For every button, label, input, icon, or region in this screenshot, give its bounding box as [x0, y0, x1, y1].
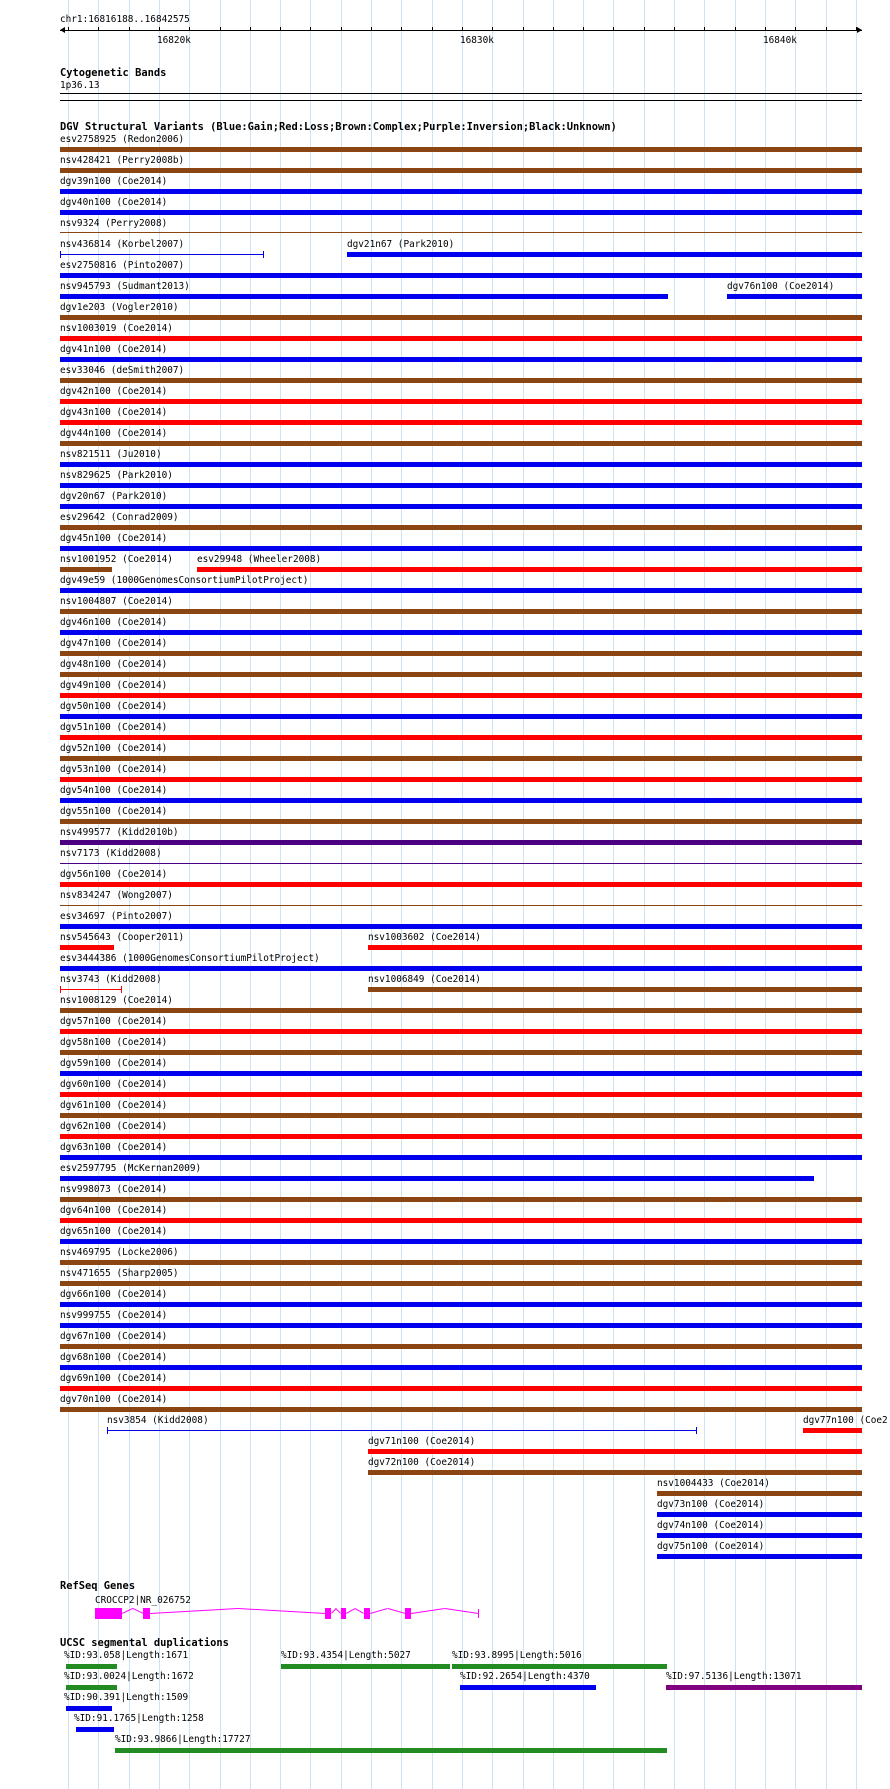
variant-label[interactable]: dgv42n100 (Coe2014): [60, 386, 168, 397]
variant-bar[interactable]: [60, 504, 862, 509]
segdup-label[interactable]: %ID:90.391|Length:1509: [64, 1692, 189, 1703]
grid-line: [220, 0, 221, 1789]
variant-bar[interactable]: [60, 1218, 862, 1223]
segdup-label[interactable]: %ID:93.0024|Length:1672: [64, 1671, 194, 1682]
variant-label[interactable]: dgv52n100 (Coe2014): [60, 743, 168, 754]
variant-bar[interactable]: [197, 567, 862, 572]
variant-label[interactable]: dgv65n100 (Coe2014): [60, 1226, 168, 1237]
gene-intron: [355, 1608, 364, 1614]
variant-bar[interactable]: [60, 798, 862, 803]
gene-intron: [411, 1608, 445, 1614]
variant-bar[interactable]: [60, 1386, 862, 1391]
variant-bar[interactable]: [368, 1470, 862, 1475]
ruler-tick: [189, 27, 190, 31]
cytoband-line-top: [60, 93, 862, 94]
ruler-tick: [583, 27, 584, 31]
segdup-label[interactable]: %ID:97.5136|Length:13071: [666, 1671, 802, 1682]
variant-bar[interactable]: [368, 1449, 862, 1454]
variant-bar[interactable]: [60, 1029, 862, 1034]
variant-label[interactable]: dgv69n100 (Coe2014): [60, 1373, 168, 1384]
gene-intron: [387, 1608, 405, 1614]
ruler-tick: [462, 27, 463, 31]
ruler-tick: [159, 27, 160, 31]
variant-bar[interactable]: [60, 693, 862, 698]
variant-label[interactable]: dgv59n100 (Coe2014): [60, 1058, 168, 1069]
variant-bar[interactable]: [347, 252, 862, 257]
variant-label[interactable]: dgv46n100 (Coe2014): [60, 617, 168, 628]
gene-exon[interactable]: [325, 1608, 331, 1619]
variant-bar[interactable]: [60, 588, 862, 593]
segdup-label[interactable]: %ID:93.058|Length:1671: [64, 1650, 189, 1661]
variant-label[interactable]: nsv436814 (Korbel2007): [60, 239, 185, 250]
variant-bar[interactable]: [60, 525, 862, 530]
variant-bar[interactable]: [60, 840, 862, 845]
variant-start-cap: [60, 251, 61, 258]
grid-line: [644, 0, 645, 1789]
gene-intron: [122, 1608, 133, 1614]
variant-label[interactable]: dgv62n100 (Coe2014): [60, 1121, 168, 1132]
variant-label[interactable]: dgv21n67 (Park2010): [347, 239, 455, 250]
variant-label[interactable]: nsv1008129 (Coe2014): [60, 995, 173, 1006]
variant-bar[interactable]: [60, 1134, 862, 1139]
variant-label[interactable]: esv33046 (deSmith2007): [60, 365, 185, 376]
variant-bar[interactable]: [60, 1092, 862, 1097]
variant-bar[interactable]: [60, 189, 862, 194]
variant-bar[interactable]: [60, 1407, 862, 1412]
variant-label[interactable]: nsv7173 (Kidd2008): [60, 848, 162, 859]
variant-bar[interactable]: [60, 1281, 862, 1286]
variant-label[interactable]: dgv68n100 (Coe2014): [60, 1352, 168, 1363]
segdup-label[interactable]: %ID:93.4354|Length:5027: [281, 1650, 411, 1661]
gene-exon[interactable]: [341, 1608, 346, 1619]
variant-bar[interactable]: [60, 147, 862, 152]
variant-bar[interactable]: [60, 1176, 814, 1181]
segdup-label[interactable]: %ID:91.1765|Length:1258: [74, 1713, 204, 1724]
variant-bar[interactable]: [60, 1302, 862, 1307]
variant-bar[interactable]: [60, 168, 862, 173]
variant-label[interactable]: dgv77n100 (Coe2: [803, 1415, 888, 1426]
gene-intron: [370, 1608, 388, 1614]
variant-label[interactable]: esv2750816 (Pinto2007): [60, 260, 185, 271]
variant-line[interactable]: [60, 232, 862, 233]
variant-label[interactable]: nsv428421 (Perry2008b): [60, 155, 185, 166]
variant-bar[interactable]: [60, 1323, 862, 1328]
variant-bar[interactable]: [60, 378, 862, 383]
variant-bar[interactable]: [803, 1428, 862, 1433]
variant-label[interactable]: esv34697 (Pinto2007): [60, 911, 173, 922]
variant-label[interactable]: dgv60n100 (Coe2014): [60, 1079, 168, 1090]
ruler-tick: [68, 27, 69, 31]
variant-label[interactable]: dgv57n100 (Coe2014): [60, 1016, 168, 1027]
variant-label[interactable]: nsv545643 (Cooper2011): [60, 932, 185, 943]
variant-bar[interactable]: [60, 882, 862, 887]
variant-label[interactable]: dgv55n100 (Coe2014): [60, 806, 168, 817]
variant-label[interactable]: nsv1003019 (Coe2014): [60, 323, 173, 334]
variant-label[interactable]: dgv73n100 (Coe2014): [657, 1499, 765, 1510]
variant-label[interactable]: dgv50n100 (Coe2014): [60, 701, 168, 712]
variant-label[interactable]: esv29642 (Conrad2009): [60, 512, 179, 523]
variant-line[interactable]: [60, 863, 862, 864]
cytoband-title: Cytogenetic Bands: [60, 67, 167, 79]
variant-bar[interactable]: [60, 1155, 862, 1160]
cytoband-line-bottom: [60, 100, 862, 101]
grid-line: [826, 0, 827, 1789]
variant-bar[interactable]: [60, 735, 862, 740]
variant-bar[interactable]: [60, 1113, 862, 1118]
variant-bar[interactable]: [727, 294, 862, 299]
segdup-bar[interactable]: [66, 1685, 117, 1690]
variant-bar[interactable]: [60, 420, 862, 425]
ruler-tick: [613, 27, 614, 31]
variant-label[interactable]: nsv945793 (Sudmant2013): [60, 281, 190, 292]
variant-bar[interactable]: [60, 441, 862, 446]
ruler-label-16830k: 16830k: [460, 35, 494, 46]
variant-bar[interactable]: [60, 294, 668, 299]
variant-label[interactable]: dgv40n100 (Coe2014): [60, 197, 168, 208]
dgv-title: DGV Structural Variants (Blue:Gain;Red:Loss;Brown:Complex;Purple:Inversion;Black:Unknown): [60, 121, 617, 133]
variant-start-cap: [60, 986, 61, 993]
gene-exon[interactable]: [95, 1608, 122, 1619]
segdup-title: UCSC segmental duplications: [60, 1637, 229, 1649]
grid-line: [401, 0, 402, 1789]
grid-line: [189, 0, 190, 1789]
variant-label[interactable]: nsv999755 (Coe2014): [60, 1310, 168, 1321]
segdup-bar[interactable]: [460, 1685, 596, 1690]
variant-label[interactable]: nsv469795 (Locke2006): [60, 1247, 179, 1258]
variant-line[interactable]: [60, 989, 122, 990]
variant-label[interactable]: dgv44n100 (Coe2014): [60, 428, 168, 439]
variant-bar[interactable]: [60, 1197, 862, 1202]
variant-bar[interactable]: [60, 714, 862, 719]
variant-bar[interactable]: [60, 567, 112, 572]
variant-start-cap: [107, 1427, 108, 1434]
variant-label[interactable]: dgv47n100 (Coe2014): [60, 638, 168, 649]
ruler-tick: [371, 27, 372, 31]
variant-line[interactable]: [107, 1430, 697, 1431]
variant-label[interactable]: dgv74n100 (Coe2014): [657, 1520, 765, 1531]
variant-bar[interactable]: [60, 651, 862, 656]
cytoband-label: 1p36.13: [60, 80, 100, 91]
location-label: chr1:16816188..16842575: [60, 14, 190, 25]
variant-label[interactable]: nsv829625 (Park2010): [60, 470, 173, 481]
variant-bar[interactable]: [60, 315, 862, 320]
variant-bar[interactable]: [60, 336, 862, 341]
variant-bar[interactable]: [368, 987, 862, 992]
variant-bar[interactable]: [60, 399, 862, 404]
variant-label[interactable]: nsv1004433 (Coe2014): [657, 1478, 770, 1489]
variant-bar[interactable]: [60, 357, 862, 362]
variant-bar[interactable]: [60, 1239, 862, 1244]
grid-line: [795, 0, 796, 1789]
ruler-tick: [401, 27, 402, 31]
ruler-tick: [765, 27, 766, 31]
variant-bar[interactable]: [60, 1365, 862, 1370]
variant-label[interactable]: dgv58n100 (Coe2014): [60, 1037, 168, 1048]
segdup-bar[interactable]: [452, 1664, 667, 1669]
gene-intron: [150, 1608, 238, 1614]
variant-bar[interactable]: [60, 1344, 862, 1349]
ruler-right-arrow-icon: [857, 27, 862, 33]
segdup-bar[interactable]: [115, 1748, 667, 1753]
variant-label[interactable]: dgv39n100 (Coe2014): [60, 176, 168, 187]
variant-bar[interactable]: [60, 483, 862, 488]
segdup-bar[interactable]: [76, 1727, 114, 1732]
ruler-tick: [674, 27, 675, 31]
ruler-tick: [341, 27, 342, 31]
variant-label[interactable]: esv3444386 (1000GenomesConsortiumPilotProject): [60, 953, 320, 964]
variant-label[interactable]: nsv3854 (Kidd2008): [107, 1415, 209, 1426]
variant-label[interactable]: nsv1006849 (Coe2014): [368, 974, 481, 985]
segdup-label[interactable]: %ID:93.9866|Length:17727: [115, 1734, 251, 1745]
segdup-label[interactable]: %ID:93.8995|Length:5016: [452, 1650, 582, 1661]
ruler-tick: [129, 27, 130, 31]
refseq-title: RefSeq Genes: [60, 1580, 136, 1592]
grid-line: [341, 0, 342, 1789]
grid-line: [462, 0, 463, 1789]
variant-label[interactable]: dgv75n100 (Coe2014): [657, 1541, 765, 1552]
variant-label[interactable]: dgv63n100 (Coe2014): [60, 1142, 168, 1153]
variant-label[interactable]: nsv834247 (Wong2007): [60, 890, 173, 901]
variant-bar[interactable]: [60, 1050, 862, 1055]
variant-label[interactable]: nsv3743 (Kidd2008): [60, 974, 162, 985]
ruler-tick: [98, 27, 99, 31]
variant-label[interactable]: dgv67n100 (Coe2014): [60, 1331, 168, 1342]
grid-line: [280, 0, 281, 1789]
variant-label[interactable]: nsv499577 (Kidd2010b): [60, 827, 179, 838]
variant-bar[interactable]: [60, 819, 862, 824]
variant-bar[interactable]: [60, 945, 114, 950]
gene-intron: [132, 1608, 143, 1614]
variant-bar[interactable]: [60, 777, 862, 782]
variant-label[interactable]: esv2758925 (Redon2006): [60, 134, 185, 145]
variant-label[interactable]: esv2597795 (McKernan2009): [60, 1163, 202, 1174]
variant-label[interactable]: dgv20n67 (Park2010): [60, 491, 168, 502]
variant-line[interactable]: [60, 905, 862, 906]
grid-line: [765, 0, 766, 1789]
grid-line: [613, 0, 614, 1789]
variant-label[interactable]: nsv471655 (Sharp2005): [60, 1268, 179, 1279]
variant-end-cap: [696, 1427, 697, 1434]
ruler-tick: [492, 27, 493, 31]
gene-exon[interactable]: [143, 1608, 150, 1619]
variant-bar[interactable]: [60, 966, 862, 971]
variant-bar[interactable]: [60, 462, 862, 467]
ruler-label-16820k: 16820k: [157, 35, 191, 46]
variant-label[interactable]: dgv41n100 (Coe2014): [60, 344, 168, 355]
variant-label[interactable]: dgv43n100 (Coe2014): [60, 407, 168, 418]
variant-bar[interactable]: [60, 546, 862, 551]
segdup-label[interactable]: %ID:92.2654|Length:4370: [460, 1671, 590, 1682]
variant-label[interactable]: dgv61n100 (Coe2014): [60, 1100, 168, 1111]
variant-bar[interactable]: [60, 210, 862, 215]
variant-label[interactable]: dgv70n100 (Coe2014): [60, 1394, 168, 1405]
variant-label[interactable]: dgv49n100 (Coe2014): [60, 680, 168, 691]
ruler-tick: [644, 27, 645, 31]
grid-line: [856, 0, 857, 1789]
ruler-tick: [826, 27, 827, 31]
variant-label[interactable]: dgv76n100 (Coe2014): [727, 281, 835, 292]
ruler-tick: [856, 27, 857, 31]
variant-bar[interactable]: [657, 1554, 862, 1559]
variant-label[interactable]: dgv53n100 (Coe2014): [60, 764, 168, 775]
ruler-tick: [280, 27, 281, 31]
variant-label[interactable]: nsv1004807 (Coe2014): [60, 596, 173, 607]
variant-label[interactable]: dgv66n100 (Coe2014): [60, 1289, 168, 1300]
variant-end-cap: [121, 986, 122, 993]
grid-line: [250, 0, 251, 1789]
variant-bar[interactable]: [60, 672, 862, 677]
variant-label[interactable]: dgv51n100 (Coe2014): [60, 722, 168, 733]
variant-bar[interactable]: [368, 945, 862, 950]
variant-label[interactable]: dgv72n100 (Coe2014): [368, 1457, 476, 1468]
variant-bar[interactable]: [60, 1008, 862, 1013]
ruler-label-16840k: 16840k: [763, 35, 797, 46]
variant-bar[interactable]: [60, 1071, 862, 1076]
variant-bar[interactable]: [60, 924, 862, 929]
variant-label[interactable]: dgv49e59 (1000GenomesConsortiumPilotProject): [60, 575, 309, 586]
grid-line: [523, 0, 524, 1789]
variant-bar[interactable]: [657, 1491, 862, 1496]
variant-label[interactable]: esv29948 (Wheeler2008): [197, 554, 322, 565]
variant-label[interactable]: dgv71n100 (Coe2014): [368, 1436, 476, 1447]
ruler-tick: [310, 27, 311, 31]
variant-bar[interactable]: [657, 1512, 862, 1517]
segdup-bar[interactable]: [281, 1664, 450, 1669]
grid-line: [583, 0, 584, 1789]
ruler-tick: [220, 27, 221, 31]
ruler-tick: [735, 27, 736, 31]
variant-label[interactable]: nsv998073 (Coe2014): [60, 1184, 168, 1195]
variant-bar[interactable]: [60, 630, 862, 635]
grid-line: [492, 0, 493, 1789]
ruler-tick: [523, 27, 524, 31]
segdup-bar[interactable]: [66, 1706, 112, 1711]
grid-line: [432, 0, 433, 1789]
variant-label[interactable]: dgv48n100 (Coe2014): [60, 659, 168, 670]
variant-label[interactable]: dgv64n100 (Coe2014): [60, 1205, 168, 1216]
gene-end-mark: [478, 1609, 479, 1618]
ruler-tick: [250, 27, 251, 31]
variant-label[interactable]: nsv1003602 (Coe2014): [368, 932, 481, 943]
variant-bar[interactable]: [60, 1260, 862, 1265]
segdup-bar[interactable]: [666, 1685, 862, 1690]
variant-bar[interactable]: [60, 756, 862, 761]
ruler-tick: [795, 27, 796, 31]
variant-label[interactable]: dgv56n100 (Coe2014): [60, 869, 168, 880]
ruler-tick: [704, 27, 705, 31]
grid-line: [310, 0, 311, 1789]
gene-label[interactable]: CROCCP2|NR_026752: [95, 1595, 191, 1606]
variant-label[interactable]: nsv1001952 (Coe2014): [60, 554, 173, 565]
ruler-tick: [432, 27, 433, 31]
grid-line: [553, 0, 554, 1789]
variant-label[interactable]: nsv9324 (Perry2008): [60, 218, 168, 229]
variant-end-cap: [263, 251, 264, 258]
variant-bar[interactable]: [60, 609, 862, 614]
gene-exon[interactable]: [364, 1608, 370, 1619]
ruler-left-arrow-icon: [60, 27, 65, 33]
segdup-bar[interactable]: [66, 1664, 117, 1669]
variant-bar[interactable]: [657, 1533, 862, 1538]
variant-label[interactable]: nsv821511 (Ju2010): [60, 449, 162, 460]
ruler-tick: [553, 27, 554, 31]
grid-line: [371, 0, 372, 1789]
variant-label[interactable]: dgv54n100 (Coe2014): [60, 785, 168, 796]
variant-label[interactable]: dgv45n100 (Coe2014): [60, 533, 168, 544]
variant-line[interactable]: [60, 254, 264, 255]
variant-label[interactable]: dgv1e203 (Vogler2010): [60, 302, 179, 313]
variant-bar[interactable]: [60, 273, 862, 278]
